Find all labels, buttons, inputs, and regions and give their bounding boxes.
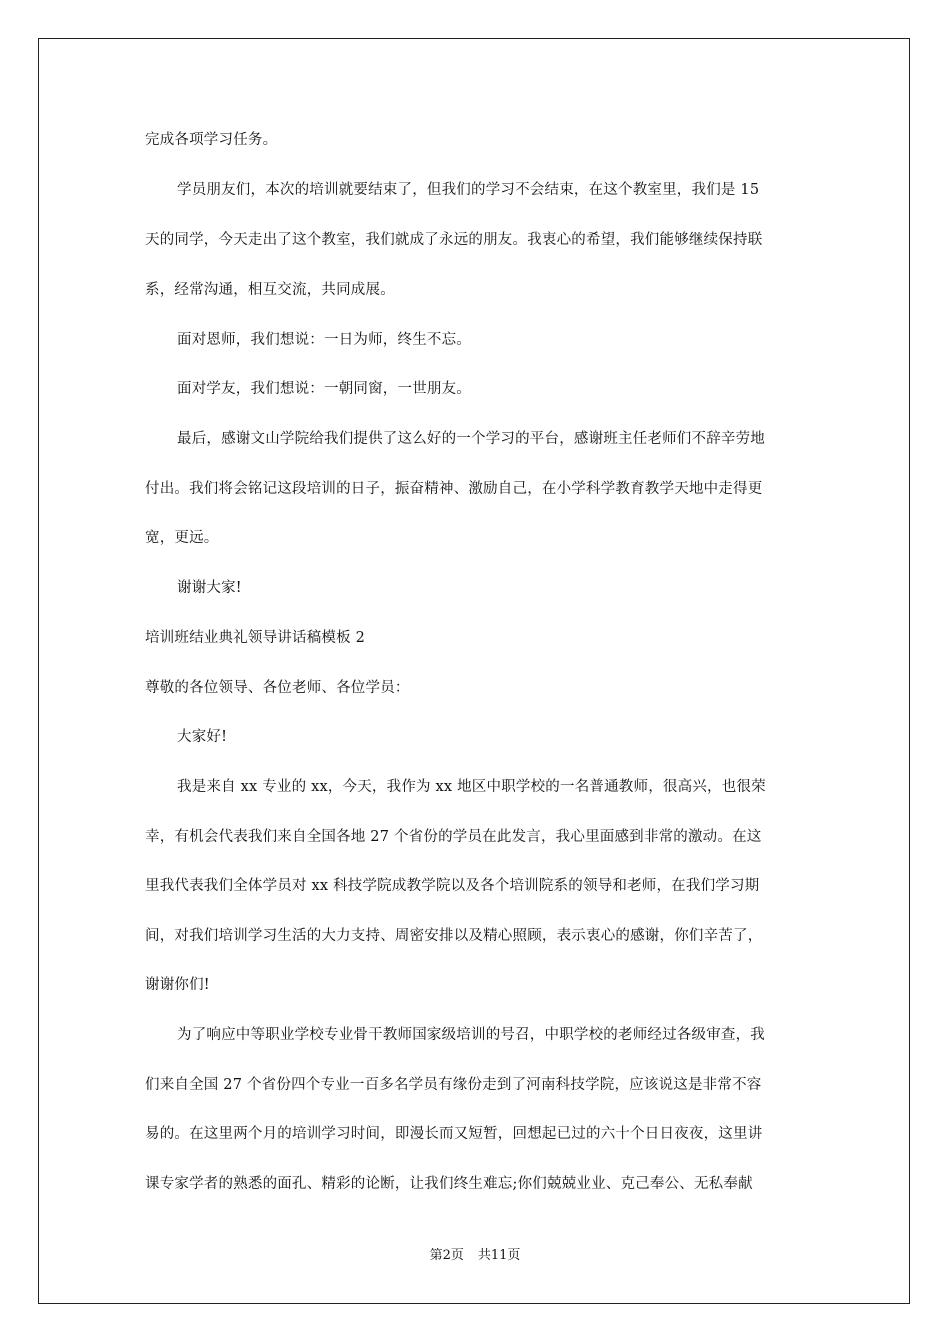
text-line: 幸，有机会代表我们来自全国各地 27 个省份的学员在此发言，我心里面感到非常的激动。在这 — [145, 829, 762, 845]
text-line: 最后，感谢文山学院给我们提供了这么好的一个学习的平台，感谢班主任老师们不辞辛劳地 — [177, 431, 765, 447]
text-line: 我是来自 xx 专业的 xx，今天，我作为 xx 地区中职学校的一名普通教师，很高兴，也很荣 — [177, 779, 766, 795]
text-line: 面对恩师，我们想说：一日为师，终生不忘。 — [177, 332, 471, 348]
text-line: 系，经常沟通，相互交流，共同成展。 — [145, 282, 395, 298]
text-line: 天的同学，今天走出了这个教室，我们就成了永远的朋友。我衷心的希望，我们能够继续保持联 — [145, 232, 763, 248]
text-line: 们来自全国 27 个省份四个专业一百多名学员有缘份走到了河南科技学院，应该说这是非常不容 — [145, 1077, 762, 1093]
text-line: 宽，更远。 — [145, 530, 219, 546]
greeting: 大家好! — [177, 729, 228, 745]
page-footer — [0, 1247, 950, 1265]
salutation: 尊敬的各位领导、各位老师、各位学员： — [145, 680, 410, 696]
page-number: 第2页 — [429, 1248, 464, 1263]
text-line: 付出。我们将会铭记这段培训的日子，振奋精神、激励自己，在小学科学教育教学天地中走得更 — [145, 481, 763, 497]
text-line: 间，对我们培训学习生活的大力支持、周密安排以及精心照顾，表示衷心的感谢，你们辛苦了， — [145, 928, 763, 944]
text-line: 面对学友，我们想说：一朝同窗，一世朋友。 — [177, 381, 471, 397]
text-line: 里我代表我们全体学员对 xx 科技学院成教学院以及各个培训院系的领导和老师，在我们学习期 — [145, 878, 760, 894]
text-line: 为了响应中等职业学校专业骨干教师国家级培训的号召，中职学校的老师经过各级审查，我 — [177, 1027, 765, 1043]
text-line: 学员朋友们，本次的培训就要结束了，但我们的学习不会结束，在这个教室里，我们是 15 — [177, 182, 760, 198]
page-total: 共11页 — [477, 1248, 521, 1263]
section-heading: 培训班结业典礼领导讲话稿模板 2 — [145, 630, 366, 646]
page-frame — [38, 38, 910, 1304]
text-line: 谢谢你们! — [145, 977, 210, 993]
text-line: 易的。在这里两个月的培训学习时间，即漫长而又短暂，回想起已过的六十个日日夜夜，这里讲 — [145, 1126, 763, 1142]
text-line: 完成各项学习任务。 — [145, 132, 278, 148]
text-line: 课专家学者的熟悉的面孔、精彩的论断，让我们终生难忘;你们兢兢业业、克己奉公、无私奉献 — [145, 1176, 753, 1192]
text-line: 谢谢大家! — [177, 580, 242, 596]
